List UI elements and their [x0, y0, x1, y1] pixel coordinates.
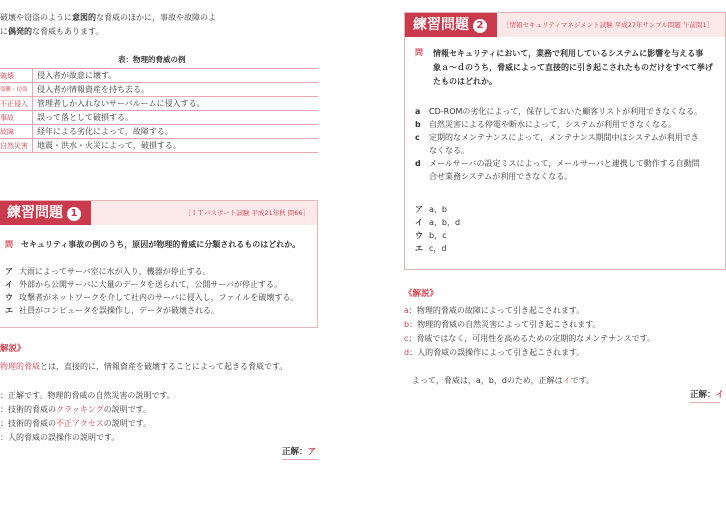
option-item: エ 社員がコンピュータを誤操作し，データが破壊される。	[5, 306, 219, 315]
exercise-2-source: ［情報セキュリティマネジメント試験 平成27年サンプル問題 午前問1］	[503, 21, 714, 29]
explanation-heading: 解説》	[0, 344, 26, 354]
explanation-line: a：物理的脅威の故障によって引き起こされます。	[404, 306, 585, 315]
threat-table	[0, 68, 318, 153]
explanation-line: ：技術的脅威の不正アクセスの説明です。	[0, 419, 152, 428]
event-item: b 自然災害による停電や断水によって，システムが利用できなくなる。	[415, 120, 677, 129]
event-item: c 定期的なメンテナンスによって，メンテナンス期間中はシステムが利用でき	[415, 133, 699, 142]
explanation-lines	[404, 304, 655, 360]
explanation-line: ：正解です。物理的脅威の自然災害の説明です。	[0, 391, 175, 400]
exercise-2-title: 練習問題 2	[405, 13, 497, 37]
table-row	[0, 83, 318, 97]
exercise-1-panel	[0, 200, 318, 328]
exercise-1-question: 問 セキュリティ事故の例のうち，原因が物理的脅威に分類されるものはどれか。	[5, 240, 301, 249]
conclusion: よって，脅威は，a，b，dのため，正解はイです。	[412, 376, 594, 385]
exercise-number-badge: 2	[473, 19, 487, 33]
explanation-line: c：脅威ではなく，可用性を高めるための定期的なメンテナンスです。	[404, 334, 655, 343]
question-line: 象ａ～ｄのうち，脅威によって直接的に引き起こされたものだけをすべて挙げ	[433, 63, 713, 72]
table-caption: 表：物理的脅威の例	[118, 55, 186, 64]
explanation-heading: 《解説》	[404, 289, 439, 299]
question-mark: 問	[415, 48, 423, 57]
answer: 正解：ア	[282, 447, 317, 457]
explanation-intro: 物理的脅威とは，直接的に，情報資産を破壊することによって起きる脅威です。	[0, 362, 288, 371]
explanation-line: ：技術的脅威のクラッキングの説明です。	[0, 405, 151, 414]
table-row	[0, 111, 318, 125]
row-value: 地震・洪水・火災によって，破損する。	[33, 139, 319, 153]
row-value: 誤って落として破損する。	[33, 111, 319, 125]
event-item-continued: なくなる。	[429, 146, 469, 155]
row-key: 不正侵入	[0, 97, 33, 111]
event-item: a CD-ROMの劣化によって，保存しておいた顧客リストが利用できなくなる。	[415, 107, 703, 116]
row-key: 自然災害	[0, 139, 33, 153]
question-line: 情報セキュリティにおいて，業務で利用しているシステムに影響を与える事	[433, 49, 704, 58]
table-row	[0, 97, 318, 111]
option-item: ア a，b	[415, 205, 447, 214]
answer-underline	[690, 402, 720, 403]
exercise-2-options	[415, 203, 460, 255]
event-list	[415, 105, 702, 183]
intro-line-2: に偶発的な脅威もあります。	[0, 27, 104, 36]
exercise-1-title: 練習問題 1	[0, 201, 91, 225]
explanation-lines	[0, 389, 175, 445]
event-item: d メールサーバの設定ミスによって，メールサーバと連携して動作する自動問	[415, 159, 700, 168]
table-row	[0, 69, 318, 83]
option-item: イ 外部から公開サーバに大量のデータを送られて，公開サーバが停止する。	[5, 280, 283, 289]
exercise-2-panel	[404, 12, 726, 270]
option-item: ア 大雨によってサーバ室に水が入り，機器が停止する。	[5, 267, 211, 276]
answer-underline	[282, 459, 318, 460]
row-value: 経年による劣化によって，故障する。	[33, 125, 319, 139]
row-value: 侵入者が故意に壊す。	[33, 69, 319, 83]
row-value: 管理者しか入れないサーバルームに侵入する。	[33, 97, 319, 111]
answer: 正解：イ	[690, 390, 725, 400]
table-row	[0, 125, 318, 139]
exercise-1-source: ［ＩＴパスポート試験 平成21年秋 問66］	[184, 209, 309, 217]
intro-line-1: 破壊や窃盗のように意図的な脅威のほかに，事故や故障のよ	[0, 13, 216, 22]
row-key: 故障	[0, 125, 33, 139]
exercise-number-badge: 1	[67, 207, 81, 221]
event-item-continued: 合せ業務システムが利用できなくなる。	[429, 172, 573, 181]
option-item: ウ 攻撃者がネットワークを介して社内のサーバに侵入し，ファイルを破壊する。	[5, 293, 299, 302]
row-key: 破壊	[0, 69, 33, 83]
exercise-1-options	[5, 265, 298, 317]
option-item: エ c，d	[415, 244, 447, 253]
question-line: たものはどれか。	[433, 77, 497, 86]
row-key: 事故	[0, 111, 33, 125]
row-value: 侵入者が情報資産を持ち去る。	[33, 83, 319, 97]
explanation-line: b：物理的脅威の自然災害によって引き起こされます。	[404, 320, 601, 329]
option-item: ウ b，c	[415, 231, 447, 240]
table-row	[0, 139, 318, 153]
row-key: 盗難・窃盗	[0, 83, 33, 97]
explanation-line: d：人的脅威の誤操作によって引き起こされます。	[404, 348, 585, 357]
explanation-line: ：人的脅威の誤操作の説明です。	[0, 433, 120, 442]
option-item: イ a，b，d	[415, 218, 461, 227]
